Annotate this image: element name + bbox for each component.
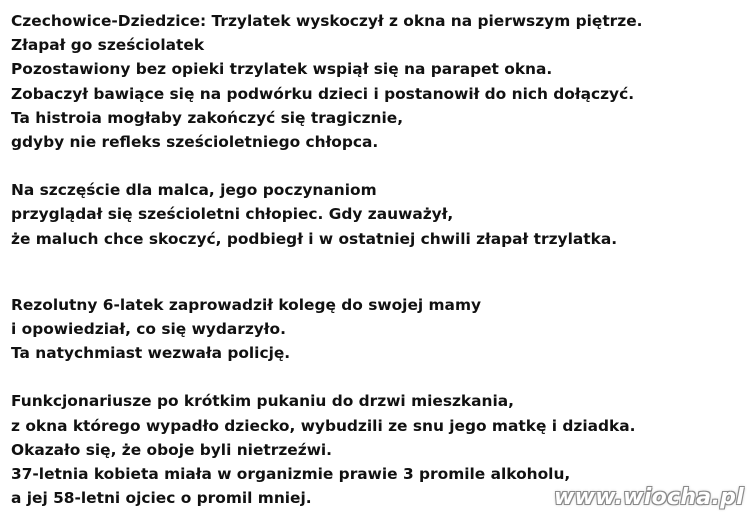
text-line: Rezolutny 6-latek zaprowadził kolegę do swojej mamy bbox=[11, 295, 482, 314]
paragraph-3 bbox=[11, 293, 746, 366]
text-line: 37-letnia kobieta miała w organizmie prawie 3 promile alkoholu, bbox=[11, 465, 571, 484]
text-line: Okazało się, że oboje byli nietrzeźwi. bbox=[11, 440, 333, 459]
text-line: z okna którego wypadło dziecko, wybudzili ze snu jego matkę i dziadka. bbox=[11, 416, 636, 435]
text-line: Ta histroia mogłaby zakończyć się tragicznie, bbox=[11, 108, 404, 127]
text-line: Zobaczył bawiące się na podwórku dzieci i postanowił do nich dołączyć. bbox=[11, 84, 635, 103]
site-watermark: www.wiocha.pl bbox=[554, 485, 744, 510]
article-body bbox=[11, 9, 746, 510]
paragraph-2 bbox=[11, 178, 746, 251]
text-line: i opowiedział, co się wydarzyło. bbox=[11, 320, 286, 339]
text-line: że maluch chce skoczyć, podbiegł i w ostatniej chwili złapał trzylatka. bbox=[11, 229, 618, 248]
text-line: Ta natychmiast wezwała policję. bbox=[11, 344, 291, 363]
paragraph-1 bbox=[11, 9, 746, 154]
text-line: Na szczęście dla malca, jego poczynaniom bbox=[11, 181, 377, 200]
text-line: Funkcjonariusze po krótkim pukaniu do drzwi mieszkania, bbox=[11, 392, 515, 411]
text-line: Pozostawiony bez opieki trzylatek wspiął się na parapet okna. bbox=[11, 60, 553, 79]
text-line: Złapał go sześciolatek bbox=[11, 36, 205, 55]
text-line: gdyby nie refleks sześcioletniego chłopca. bbox=[11, 133, 379, 152]
text-line: przyglądał się sześcioletni chłopiec. Gdy zauważył, bbox=[11, 205, 454, 224]
text-line: a jej 58-letni ojciec o promil mniej. bbox=[11, 489, 312, 508]
text-line: Czechowice-Dziedzice: Trzylatek wyskoczył z okna na pierwszym piętrze. bbox=[11, 12, 643, 30]
